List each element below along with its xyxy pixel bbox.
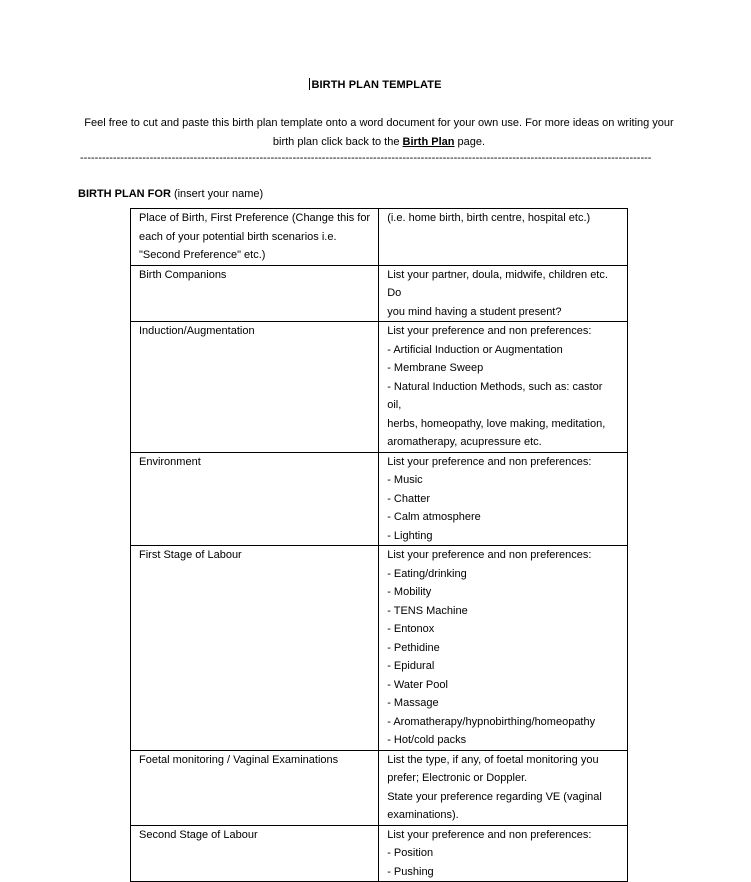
birth-plan-for-heading xyxy=(78,188,263,200)
details-line: - Pethidine xyxy=(387,641,440,654)
details-line: - Water Pool xyxy=(387,678,448,691)
topic-line: Second Stage of Labour xyxy=(139,828,258,841)
intro-paragraph xyxy=(78,114,680,152)
details-cell[interactable] xyxy=(379,209,628,266)
details-cell[interactable] xyxy=(379,825,628,882)
topic-line: "Second Preference" etc.) xyxy=(139,249,266,261)
topic-cell[interactable] xyxy=(131,452,379,546)
topic-line: Place of Birth, First Preference (Change this for xyxy=(139,212,371,224)
details-line: herbs, homeopathy, love making, meditation, xyxy=(387,417,606,430)
details-line: List your preference and non preferences: xyxy=(387,325,592,337)
details-line: - Entonox xyxy=(387,623,435,635)
details-line: - Eating/drinking xyxy=(387,567,467,580)
birth-plan-for-placeholder[interactable]: (insert your name) xyxy=(170,188,264,200)
details-cell[interactable] xyxy=(379,452,628,546)
topic-cell[interactable] xyxy=(131,322,379,453)
details-cell[interactable] xyxy=(379,546,628,751)
topic-cell[interactable] xyxy=(131,209,379,266)
details-line: List your preference and non preferences: xyxy=(387,828,592,841)
topic-line: Foetal monitoring / Vaginal Examinations xyxy=(139,753,339,766)
topic-line: First Stage of Labour xyxy=(139,549,242,561)
table-row xyxy=(131,265,628,322)
topic-line: Birth Companions xyxy=(139,268,227,281)
details-line: - Hot/cold packs xyxy=(387,734,467,746)
details-line: - Massage xyxy=(387,697,439,709)
details-line: - TENS Machine xyxy=(387,604,468,617)
table-row xyxy=(131,209,628,266)
details-line: - Pushing xyxy=(387,865,434,878)
birth-plan-for-label: BIRTH PLAN FOR xyxy=(78,188,171,200)
details-line: - Aromatherapy/hypnobirthing/homeopathy xyxy=(387,715,596,728)
details-line: - Artificial Induction or Augmentation xyxy=(387,343,563,356)
details-line: - Natural Induction Methods, such as: castor oil, xyxy=(387,380,603,411)
table-row xyxy=(131,452,628,546)
dashed-divider: ------------------------------------------------------------------------------------------------------------------------------------------------------------ xyxy=(80,152,652,164)
document-title xyxy=(0,78,751,91)
birth-plan-table-body xyxy=(131,209,628,882)
details-line: List your preference and non preferences: xyxy=(387,549,592,561)
details-line: examinations). xyxy=(387,809,459,821)
topic-cell[interactable] xyxy=(131,546,379,751)
details-line: - Position xyxy=(387,847,434,859)
topic-cell[interactable] xyxy=(131,825,379,882)
details-line: you mind having a student present? xyxy=(387,305,562,318)
details-line: List the type, if any, of foetal monitoring you xyxy=(387,753,599,766)
details-cell[interactable] xyxy=(379,265,628,322)
details-line: - Membrane Sweep xyxy=(387,362,484,374)
topic-cell[interactable] xyxy=(131,265,379,322)
details-line: - Calm atmosphere xyxy=(387,511,481,523)
details-line: List your preference and non preferences: xyxy=(387,455,592,468)
details-cell[interactable] xyxy=(379,750,628,825)
birth-plan-table xyxy=(130,208,628,882)
intro-text-before-link: Feel free to cut and paste this birth plan template onto a word document for your own use. For more ideas on writing your birth plan click back to the xyxy=(84,117,674,148)
details-line: State your preference regarding VE (vaginal xyxy=(387,790,602,803)
intro-text-after-link: page. xyxy=(454,136,486,148)
birth-plan-link[interactable]: Birth Plan xyxy=(402,136,455,148)
details-line: - Mobility xyxy=(387,586,432,598)
details-line: List your partner, doula, midwife, children etc. Do xyxy=(387,268,608,299)
topic-line: each of your potential birth scenarios i.e. xyxy=(139,230,337,243)
table-row xyxy=(131,750,628,825)
details-line: - Epidural xyxy=(387,660,435,672)
details-line: (i.e. home birth, birth centre, hospital etc.) xyxy=(387,212,591,224)
details-line: - Music xyxy=(387,474,423,486)
table-row xyxy=(131,322,628,453)
details-line: - Lighting xyxy=(387,529,433,542)
topic-line: Environment xyxy=(139,455,201,468)
details-cell[interactable] xyxy=(379,322,628,453)
details-line: prefer; Electronic or Doppler. xyxy=(387,772,528,784)
details-line: aromatherapy, acupressure etc. xyxy=(387,436,542,448)
table-row xyxy=(131,825,628,882)
details-line: - Chatter xyxy=(387,492,430,505)
document-title-text: BIRTH PLAN TEMPLATE xyxy=(311,79,442,91)
topic-line: Induction/Augmentation xyxy=(139,325,255,337)
topic-cell[interactable] xyxy=(131,750,379,825)
table-row xyxy=(131,546,628,751)
